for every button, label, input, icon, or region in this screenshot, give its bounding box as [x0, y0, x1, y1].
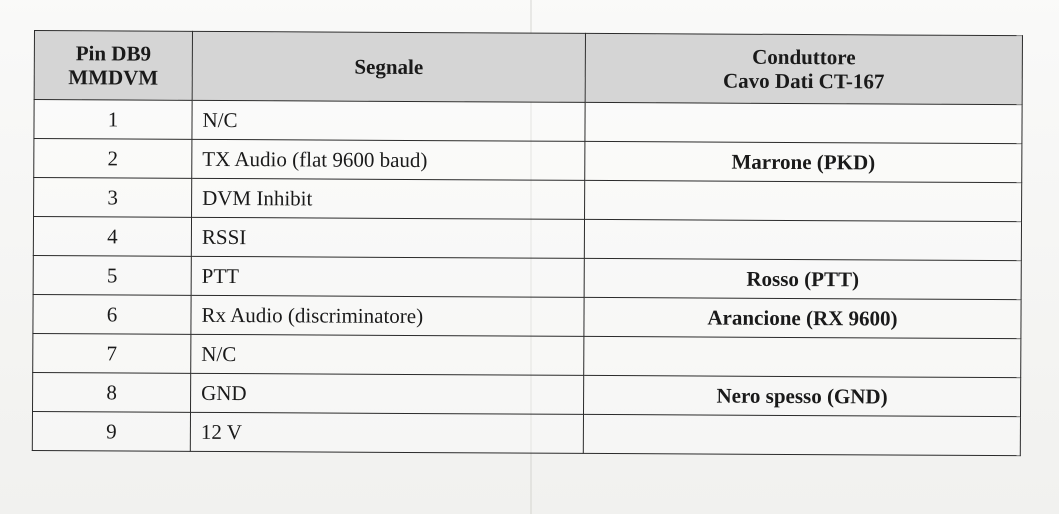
- signal-cell: DVM Inhibit: [192, 178, 585, 219]
- header-conductor-line2: Cavo Dati CT-167: [722, 68, 885, 94]
- conductor-cell: Arancione (RX 9600): [584, 297, 1021, 338]
- signal-cell: GND: [191, 373, 584, 414]
- header-signal-label: Segnale: [354, 54, 424, 80]
- table-row: [33, 255, 1021, 299]
- table-row: [34, 139, 1022, 183]
- signal-cell: N/C: [192, 100, 585, 141]
- signal-cell: N/C: [191, 334, 584, 375]
- pin-cell: 4: [33, 217, 191, 257]
- header-pin: [34, 31, 192, 101]
- pin-cell: 3: [34, 178, 192, 218]
- table-row: [33, 333, 1021, 377]
- header-pin-line1: Pin DB9: [75, 41, 152, 66]
- header-conductor-line1: Conduttore: [752, 44, 856, 70]
- table-row: [34, 100, 1022, 144]
- table-row: [33, 372, 1021, 416]
- signal-cell: PTT: [191, 256, 584, 297]
- header-pin-line2: MMDVM: [68, 65, 159, 90]
- table-row: [34, 178, 1022, 222]
- pin-cell: 1: [34, 100, 192, 140]
- pin-cell: 7: [33, 333, 191, 373]
- header-conductor: [585, 33, 1022, 104]
- pinout-table-container: [32, 30, 1022, 456]
- signal-cell: TX Audio (flat 9600 baud): [192, 139, 585, 180]
- conductor-cell: [584, 336, 1021, 377]
- pin-cell: 5: [33, 255, 191, 295]
- pinout-table: [32, 30, 1023, 456]
- pin-cell: 8: [33, 372, 191, 412]
- conductor-cell: Marrone (PKD): [585, 141, 1022, 182]
- conductor-cell: [585, 102, 1022, 143]
- conductor-cell: [583, 414, 1020, 455]
- table-row: [32, 411, 1020, 455]
- conductor-cell: [585, 180, 1022, 221]
- pin-cell: 9: [32, 411, 190, 451]
- table-row: [33, 294, 1021, 338]
- header-signal: [192, 31, 585, 102]
- table-header-row: [34, 31, 1022, 105]
- signal-cell: RSSI: [191, 217, 584, 258]
- pin-cell: 6: [33, 294, 191, 334]
- signal-cell: 12 V: [190, 412, 583, 453]
- conductor-cell: [584, 219, 1021, 260]
- conductor-cell: Rosso (PTT): [584, 258, 1021, 299]
- conductor-cell: Nero spesso (GND): [583, 375, 1020, 416]
- pin-cell: 2: [34, 139, 192, 179]
- signal-cell: Rx Audio (discriminatore): [191, 295, 584, 336]
- table-row: [33, 217, 1021, 261]
